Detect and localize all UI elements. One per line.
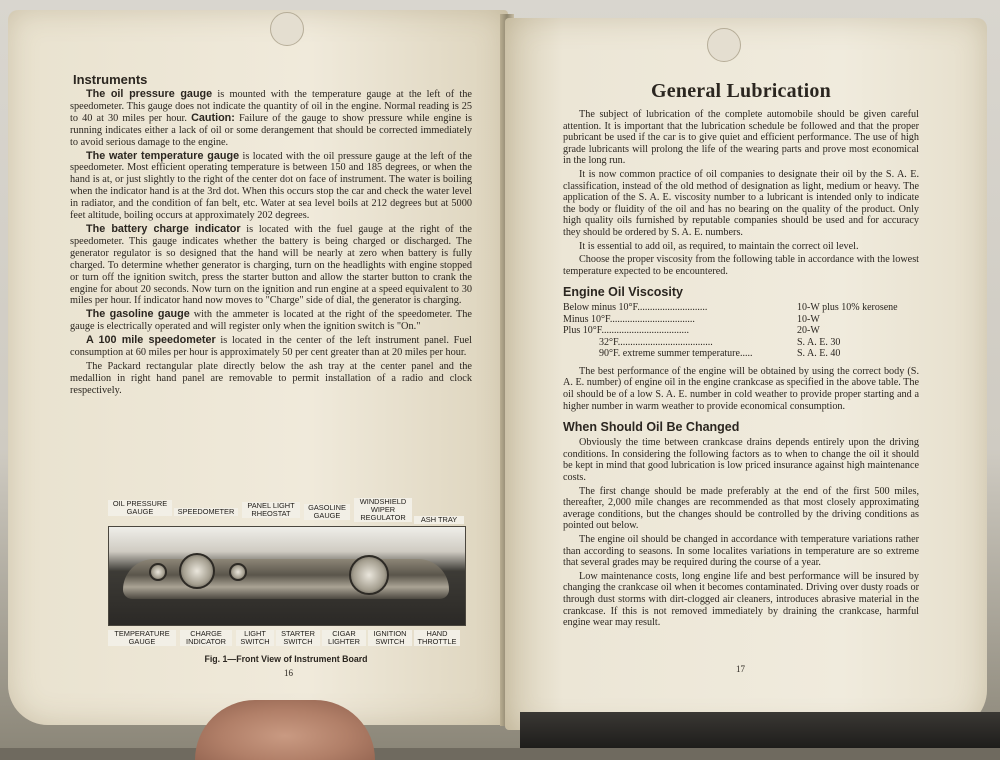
lead-text: The gasoline gauge: [86, 308, 190, 321]
instruments-heading: Instruments: [73, 72, 148, 87]
body-text: with the ammeter is located at the right of the speedometer. The gauge is electrically operated and will register only when the ignition switch is "On.": [70, 309, 472, 333]
temperature-label: Below minus 10°F: [563, 302, 638, 314]
page-number-left: 16: [284, 668, 293, 678]
dashboard-shape: [123, 559, 449, 599]
table-edge: [520, 712, 1000, 748]
viscosity-row: [563, 302, 919, 314]
label-hand-throttle: HAND THROTTLE: [414, 630, 460, 646]
left-column: [70, 72, 472, 399]
label-temperature-gauge: TEMPERATURE GAUGE: [108, 630, 176, 646]
intro-paragraph: It is now common practice of oil companies to designate their oil by the S. A. E. classification, instead of the old method of designation as light, medium or heavy. The application of the S. A. E. viscosity number to a lubricant is intended only to indicate the body or fluidity of the oil and has no bearing on the quality of the product. Only high quality oils furnished by reputable companies should be used and for accuracy they should be ordered by S. A. E. numbers.: [563, 168, 919, 238]
viscosity-table: [563, 302, 919, 360]
body-text: is located with the oil pressure gauge at the left of the speedometer. Most efficient operating temperature is between 150 and 185 degrees, or when the hand is at, or just slightly to the right of the center dot on face of instrument. The water is boiling when the indicator hand is at the 3rd dot. When this occurs stop the car and check the water level in radiator, and the condition of fan belt, etc. Water at sea level boils at 212 degrees but at 5000 feet altitude, boiling occurs at approximately 202 degrees.: [70, 150, 472, 222]
temperature-dial: [149, 563, 167, 581]
body-text: The Packard rectangular plate directly below the ash tray at the center panel and the medallion in right hand panel are removable to permit installation of a radio and clock respectively.: [70, 360, 472, 396]
oil-change-paragraph: The engine oil should be changed in accordance with temperature variations rather than according to seasons. In some localites variations in temperature are so extreme that several grades may be required during the course of a year.: [563, 533, 919, 569]
page-number-right: 17: [736, 664, 745, 674]
instrument-board-photo: [108, 526, 466, 626]
leader-dots: ...................................: [601, 325, 689, 337]
viscosity-row: [563, 314, 919, 326]
oil-grade: S. A. E. 30: [797, 336, 841, 348]
body-text: is located with the fuel gauge at the right of the speedometer. This gauge indicates whether the battery is being charged or discharged. The generator regulator is so designed that the hand will be nearly at zero when battery is fully charged. To determine whether generator is charging, turn on the headlights with engine stopped or turn off the ignition switch, press the starter button and allow the starter button to crank the engine for about 20 seconds. Now turn on the ignition and run engine at a speed equivalent to 30 miles per hour. If indicator hand now moves to "Charge" side of dial, the generator is charging.: [70, 223, 472, 307]
viscosity-row: [563, 325, 919, 337]
label-gasoline-gauge: GASOLINE GAUGE: [304, 504, 350, 520]
viscosity-row: [563, 348, 919, 360]
temperature-label: 90°F. extreme summer temperature: [599, 348, 740, 360]
viscosity-row: [563, 337, 919, 349]
intro-paragraph: Choose the proper viscosity from the following table in accordance with the lowest temperature expected to be encountered.: [563, 254, 919, 277]
punch-hole: [270, 12, 304, 46]
label-oil-pressure-gauge: OIL PRESSURE GAUGE: [108, 500, 172, 516]
oil-grade: 20-W: [797, 325, 820, 337]
speedometer-dial: [179, 553, 215, 589]
speedometer-paragraph: [70, 335, 472, 359]
oil-grade: S. A. E. 40: [797, 348, 841, 360]
label-panel-light-rheostat: PANEL LIGHT RHEOSTAT: [242, 502, 300, 518]
temperature-label: 32°F: [599, 336, 618, 348]
leader-dots: ......................................: [617, 336, 713, 348]
lead-text: The oil pressure gauge: [86, 88, 213, 100]
water-temperature-paragraph: [70, 151, 472, 222]
temperature-label: Minus 10°F: [563, 313, 610, 325]
viscosity-paragraph: The best performance of the engine will be obtained by using the correct body (S. A. E. number) of engine oil in the engine crankcase as specified in the above table. The oil should be of a low S. A. E. number in cold weather to provide proper starting and a higher number in warm weather to provide economical consumption.: [563, 365, 919, 412]
lead-text: The water temperature gauge: [86, 149, 240, 162]
label-ash-tray: ASH TRAY: [414, 516, 464, 524]
lead-text: The battery charge indicator: [86, 222, 241, 235]
punch-hole: [707, 28, 741, 62]
right-column: [563, 80, 919, 631]
intro-paragraph: The subject of lubrication of the complete automobile should be given careful attention. It is important that the lubrication schedule be followed and that the proper pubricant be used if the car is to give quiet and efficient performance. The use of high grade lubricants will prolong the life of the wearing parts and prove most economical in the long run.: [563, 109, 919, 167]
label-cigar-lighter: CIGAR LIGHTER: [322, 630, 366, 646]
oil-grade: 10-W: [797, 313, 820, 325]
intro-paragraph: It is essential to add oil, as required, to maintain the correct oil level.: [579, 240, 859, 252]
instrument-board-figure: [108, 497, 464, 664]
label-ignition-switch: IGNITION SWITCH: [368, 630, 412, 646]
oil-grade: 10-W plus 10% kerosene: [797, 302, 898, 314]
oil-change-paragraph: Obviously the time between crankcase drains depends entirely upon the driving conditions. In considering the following factors as to when to change the oil it should be kept in mind that good lubrication is low priced insurance against high maintenance costs.: [563, 437, 919, 483]
leader-dots: ..................................: [609, 313, 695, 325]
packard-plate-paragraph: [70, 361, 472, 397]
oil-pressure-paragraph: [70, 89, 472, 149]
label-light-switch: LIGHT SWITCH: [236, 630, 274, 646]
leader-dots: .....: [739, 348, 753, 360]
label-windshield-wiper-regulator: WINDSHIELD WIPER REGULATOR: [354, 498, 412, 522]
body-text: is mounted with the temperature gauge at the left of the speedometer. This gauge does not indicate the quantity of oil in the engine. Normal reading is 25 to 40 at 30 miles per hour.: [70, 89, 472, 124]
oil-change-paragraph: Low maintenance costs, long engine life and best performance will be insured by changing the crankcase oil when it becomes contaminated. Driving over dusty roads or through dust storms with dirt-clogged air cleaners, introduces abrasive material in the crankcase. If this is not removed immediately by draining the crankcase, harmful engine wear may result.: [563, 570, 919, 629]
engine-oil-viscosity-heading: Engine Oil Viscosity: [563, 285, 683, 300]
medallion-dial: [349, 555, 389, 595]
body-text: is located in the center of the left instrument panel. Fuel consumption at 60 miles per hour is approximately 50 per cent greater than at 20 miles per hour.: [70, 335, 472, 359]
label-charge-indicator: CHARGE INDICATOR: [180, 630, 232, 646]
gasoline-gauge-paragraph: [70, 309, 472, 333]
lead-text: A 100 mile speedometer: [86, 334, 216, 347]
battery-charge-paragraph: [70, 224, 472, 307]
oil-change-heading: When Should Oil Be Changed: [563, 420, 740, 435]
temperature-label: Plus 10°F: [563, 325, 602, 337]
label-speedometer: SPEEDOMETER: [174, 508, 238, 516]
figure-caption: Fig. 1—Front View of Instrument Board: [204, 654, 368, 664]
charge-dial: [229, 563, 247, 581]
label-starter-switch: STARTER SWITCH: [276, 630, 320, 646]
body-text: Failure of the gauge to show pressure while engine is running indicates either a lack of oil or some derangement that should be corrected immediately to avoid serious damage to the engine.: [70, 112, 472, 148]
caution-label: Caution:: [191, 111, 235, 124]
oil-change-paragraph: The first change should be made preferably at the end of the first 500 miles, thereafter, 2,000 mile changes are recommended as that most closely approximating average conditions, but the changes should be controlled by the driving conditions as pointed out below.: [563, 485, 919, 532]
holding-thumb: [195, 700, 375, 760]
leader-dots: ............................: [637, 302, 708, 314]
general-lubrication-title: General Lubrication: [651, 80, 831, 102]
